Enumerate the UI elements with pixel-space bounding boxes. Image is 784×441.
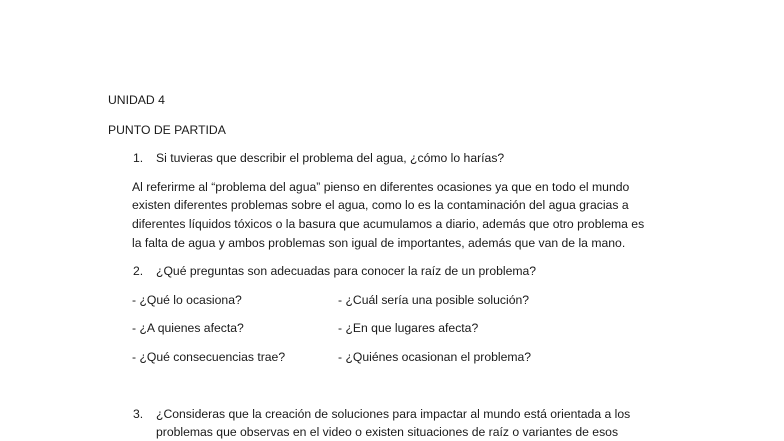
list-item-left: - ¿A quienes afecta? (132, 321, 244, 335)
answer-1-line: existen diferentes problemas sobre el agua, como lo es la contaminación del agua gracias a (132, 198, 629, 212)
section-title: PUNTO DE PARTIDA (108, 123, 226, 137)
list-item-left: - ¿Qué lo ocasiona? (132, 293, 242, 307)
answer-1-line: Al referirme al “problema del agua” pienso en diferentes ocasiones ya que en todo el mundo (132, 180, 630, 194)
question-1-text: Si tuvieras que describir el problema del agua, ¿cómo lo harías? (156, 151, 505, 165)
question-2-text: ¿Qué preguntas son adecuadas para conocer la raíz de un problema? (156, 264, 537, 278)
question-1-number: 1. (133, 151, 144, 165)
unit-title: UNIDAD 4 (108, 93, 165, 107)
list-item-right: - ¿En que lugares afecta? (338, 321, 479, 335)
question-2-number: 2. (133, 264, 144, 278)
list-item-right: - ¿Quiénes ocasionan el problema? (338, 350, 532, 364)
answer-1-line: diferentes líquidos tóxicos o la basura que acumulamos a diario, además que otro problema es (132, 217, 645, 231)
list-item-left: - ¿Qué consecuencias trae? (132, 350, 286, 364)
answer-1-line: la falta de agua y ambos problemas son igual de importantes, además que van de la mano. (132, 236, 626, 250)
question-3-number: 3. (133, 407, 144, 421)
question-3-line: problemas que observas en el video o existen situaciones de raíz o variantes de esos (156, 425, 619, 439)
list-item-right: - ¿Cuál sería una posible solución? (338, 293, 530, 307)
question-3-line: ¿Consideras que la creación de soluciones para impactar al mundo está orientada a los (156, 407, 631, 421)
